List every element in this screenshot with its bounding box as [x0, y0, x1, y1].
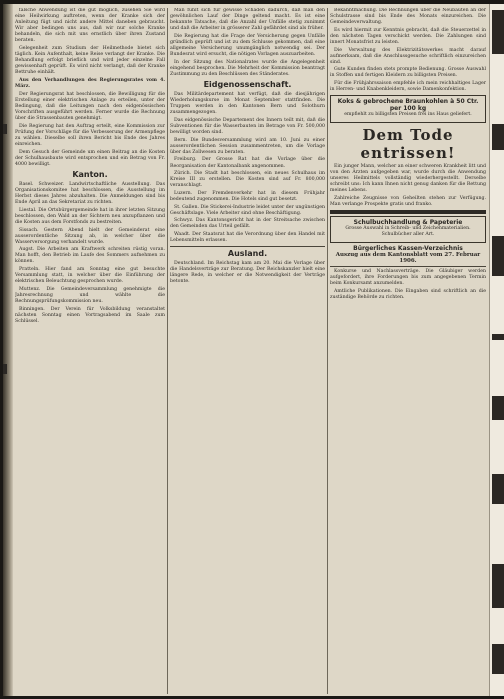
- paragraph: St. Gallen. Die Stickerei-Industrie leidet unter der ungünstigen Geschäftslage. Viele Arbeiter sind ohne Beschäftigung.: [170, 204, 325, 216]
- ad-heading: Schulbuchhandlung & Papeterie: [353, 218, 463, 226]
- paragraph: Ein junger Mann, welcher an einer schweren Krankheit litt und von den Ärzten aufgegeben war, wurde durch die Anwendung unseres Heilmittels vollständig wiederhergestellt. Derselbe schreibt uns: Ich kann Ihnen nicht genug danken für die Rettung meines Lebens.: [330, 163, 486, 194]
- ad-text: Grosse Auswahl in Schreib- und Zeichenmaterialien. Schulbücher aller Art.: [345, 225, 471, 238]
- paragraph: Bekanntmachung. Die Rechnungen über die Neubauten an der Schulstrasse sind bis Ende des Monats einzureichen. Die Gemeindeverwaltung.: [330, 8, 486, 26]
- section-title: Eidgenossenschaft.: [203, 80, 292, 90]
- paragraph: Das Militärdepartement hat verfügt, daß die diesjährigen Wiederholungskurse im Monat September stattfinden. Die Truppen werden in den Kantonen Bern und Solothurn zusammengezogen.: [170, 92, 325, 116]
- paragraph: Die Verwaltung des Elektrizitätswerkes macht darauf aufmerksam, daß die Anschlussgesuche schriftlich einzureichen sind.: [330, 47, 486, 65]
- paragraph: Der Regierungsrat hat beschlossen, die Bewilligung für die Erstellung einer elektrischen Anlage zu erteilen, unter der Bedingung, daß die Leitungen nach den eidgenössischen Vorschriften ausgeführt werden. Ferner wurde die Rechnung über die Strassenbauten genehmigt.: [15, 91, 165, 122]
- paragraph: Konkurse und Nachlassverträge. Die Gläubiger werden aufgefordert, ihre Forderungen bis zum angegebenen Termin beim Konkursamt anzumelden.: [330, 268, 486, 287]
- divider-bar: [330, 210, 486, 214]
- divider-rule: [330, 266, 486, 267]
- paragraph: Schwyz. Das Kantonsgericht hat in der Streitsache zwischen den Gemeinden das Urteil gefällt.: [170, 218, 325, 230]
- advertisement: [330, 95, 486, 123]
- column-divider: [167, 8, 168, 694]
- paragraph: Luzern. Der Fremdenverkehr hat in diesem Frühjahr bedeutend zugenommen. Die Hotels sind gut besetzt.: [170, 190, 325, 203]
- notice-subtitle: Auszug aus dem Kantonsblatt vom 27. Februar 1906.: [335, 251, 481, 264]
- print-block: [492, 236, 504, 276]
- paragraph: Die Regierung hat den Auftrag erteilt, eine Kommission zur Prüfung der Vorschläge für die Verbesserung der Armenpflege zu wählen. Dieselbe soll ihren Bericht bis Ende des Jahres einreichen.: [15, 123, 165, 147]
- print-block: [492, 564, 504, 608]
- print-block: [492, 474, 504, 504]
- paragraph: In der Sitzung des Nationalrates wurde die Angelegenheit eingehend besprochen. Die Mehrheit der Kommission beantragt Zustimmung zu den Beschlüssen des Ständerates.: [170, 59, 325, 77]
- paragraph: Es wird hiermit zur Kenntnis gebracht, daß die Steuerzettel in den nächsten Tagen verschickt werden. Die Zahlungen sind innert Monatsfrist zu leisten.: [330, 27, 486, 45]
- paragraph: Zürich. Die Stadt hat beschlossen, ein neues Schulhaus im Kreise III zu erstellen. Die Kosten sind auf Fr. 800,000 veranschlagt.: [170, 171, 325, 189]
- paragraph: Bern. Die Bundesversammlung wird am 10. Juni zu einer ausserordentlichen Session zusammentreten, um die Vorlage über das Zollwesen zu beraten.: [170, 137, 325, 155]
- paragraph: Das eidgenössische Departement des Innern teilt mit, daß die Subventionen für die Wasserbauten im Betrage von Fr. 500,000 bewilligt worden sind.: [170, 117, 325, 136]
- edge-mark: [3, 364, 7, 374]
- paragraph: Für die Frühjahrssaison empfehle ich mein reichhaltiges Lager in Herren- und Knabenkleidern, sowie Damenkonfektion.: [330, 81, 486, 93]
- paragraph: Freiburg. Der Grosse Rat hat die Vorlage über die Reorganisation der Kantonalbank angenommen.: [170, 157, 325, 169]
- paragraph: Pratteln. Hier fand am Sonntag eine gut besuchte Versammlung statt, in welcher über die Einführung der elektrischen Beleuchtung gesprochen wurde.: [15, 267, 165, 285]
- paragraph: Zahlreiche Zeugnisse von Geheilten stehen zur Verfügung. Man verlange Prospekte gratis und franko.: [330, 195, 486, 207]
- paragraph: Basel. Schweizer. Landwirtschaftliche Ausstellung. Das Organisationskomitee hat beschlossen, die Ausstellung im Herbst dieses Jahres abzuhalten. Die Anmeldungen sind bis Ende April an das Sekretariat zu richten.: [15, 181, 165, 206]
- newspaper-page: [3, 4, 504, 696]
- paragraph: Muttenz. Die Gemeindeversammlung genehmigte die Jahresrechnung und wählte die Rechnungsprüfungskommission neu.: [15, 286, 165, 305]
- edge-mark: [3, 124, 7, 134]
- print-block: [492, 334, 504, 340]
- print-block: [492, 124, 504, 150]
- paragraph: Liestal. Die Ortsbürgergemeinde hat in ihrer letzten Sitzung beschlossen, den Wald an der Sichtern neu anzupflanzen und die Kosten aus dem Forstfonds zu bestreiten.: [15, 207, 165, 225]
- advertisement: [330, 216, 486, 243]
- section-title: Ausland.: [227, 249, 268, 259]
- paragraph: Binningen. Der Verein für Volksbildung veranstaltet nächsten Sonntag einen Vortragsabend im Saale zum Schlüssel.: [15, 306, 165, 324]
- paragraph: falsche Anwendung ist die gut möglich, zusehen Sie wird eine Heilwirkung auftreten, wenn der Kranke sich der Anleitung fügt und nicht andere Mittel daneben gebraucht. Wir aber bedingen uns aus, daß wir nur solche Kranke behandeln, die sich mit uns ernstlich über ihren Zustand beraten.: [15, 8, 165, 44]
- section-title: Kanton.: [72, 169, 108, 179]
- print-block: [492, 10, 504, 54]
- adjacent-page-edge: [489, 4, 504, 696]
- paragraph: Man fühlt sich für gewisse Schäden dadurch, daß man den gewöhnlichen Lauf der Dinge geltend macht. Es ist eine bekannte Tatsache, daß die Anzahl der Unfälle stetig zunimmt und daß die Arbeiter in grösserer Zahl gefährdet sind als früher.: [170, 8, 325, 32]
- print-block: [492, 644, 504, 674]
- headline: Dem Tode entrissen!: [360, 125, 456, 162]
- paragraph: Gute Kunden finden stets prompte Bedienung. Grosse Auswahl in Stoffen und fertigen Kleidern zu billigsten Preisen.: [330, 67, 486, 79]
- column-1: [15, 8, 165, 694]
- binding-gutter: [3, 4, 13, 696]
- print-block: [492, 396, 504, 420]
- ad-heading: Koks & gebrochene Braunkohlen à 50 Ctr. per 100 kg: [337, 98, 479, 113]
- column-divider: [327, 8, 328, 694]
- ad-text: empfiehlt zu billigsten Preisen frei ins Haus geliefert.: [344, 112, 472, 118]
- paragraph: Deutschland. Im Reichstag kam am 20. Mai die Vorlage über die Handelsverträge zur Beratung. Der Reichskanzler hielt eine längere Rede, in welcher er die Notwendigkeit der Verträge betonte.: [170, 261, 325, 285]
- paragraph: Gelegenheit zum Studium der Heilmethode bietet sich täglich. Kein Aufenthalt, keine Reise verlangt der Kranke. Die Behandlung erfolgt brieflich und wird jeder einzelne Fall gewissenhaft geprüft. Es wird nicht verlangt, daß der Kranke Bettruhe einhält.: [15, 46, 165, 76]
- paragraph: Augst. Die Arbeiten am Kraftwerk schreiten rüstig voran. Man hofft, den Betrieb im Laufe des Sommers aufnehmen zu können.: [15, 247, 165, 265]
- column-2: [170, 8, 325, 694]
- paragraph: Sissach. Gestern Abend hielt der Gemeinderat eine ausserordentliche Sitzung ab, in welcher über die Wasserversorgung verhandelt wurde.: [15, 227, 165, 245]
- paragraph: Amtliche Publikationen. Die Eingaben sind schriftlich an die zuständige Behörde zu richten.: [330, 288, 486, 300]
- column-3: [330, 8, 486, 694]
- section-heading: Aus den Verhandlungen des Regierungsrates vom 4. März.: [15, 78, 165, 90]
- divider-rule: [170, 246, 325, 247]
- paragraph: Waadt. Der Staatsrat hat die Verordnung über den Handel mit Lebensmitteln erlassen.: [170, 232, 325, 244]
- paragraph: Dem Gesuch der Gemeinde um einen Beitrag an die Kosten der Schulhausbaute wird entsprochen und ein Betrag von Fr. 4000 bewilligt.: [15, 149, 165, 167]
- notice-heading: Bürgerliches Kassen-Verzeichnis: [353, 244, 463, 252]
- paragraph: Die Regierung hat die Frage der Versicherung gegen Unfälle gründlich geprüft und ist zu dem Schlusse gekommen, daß eine allgemeine Versicherung unumgänglich notwendig sei. Der Bundesrat wird ersucht, die nötigen Vorlagen auszuarbeiten.: [170, 33, 325, 58]
